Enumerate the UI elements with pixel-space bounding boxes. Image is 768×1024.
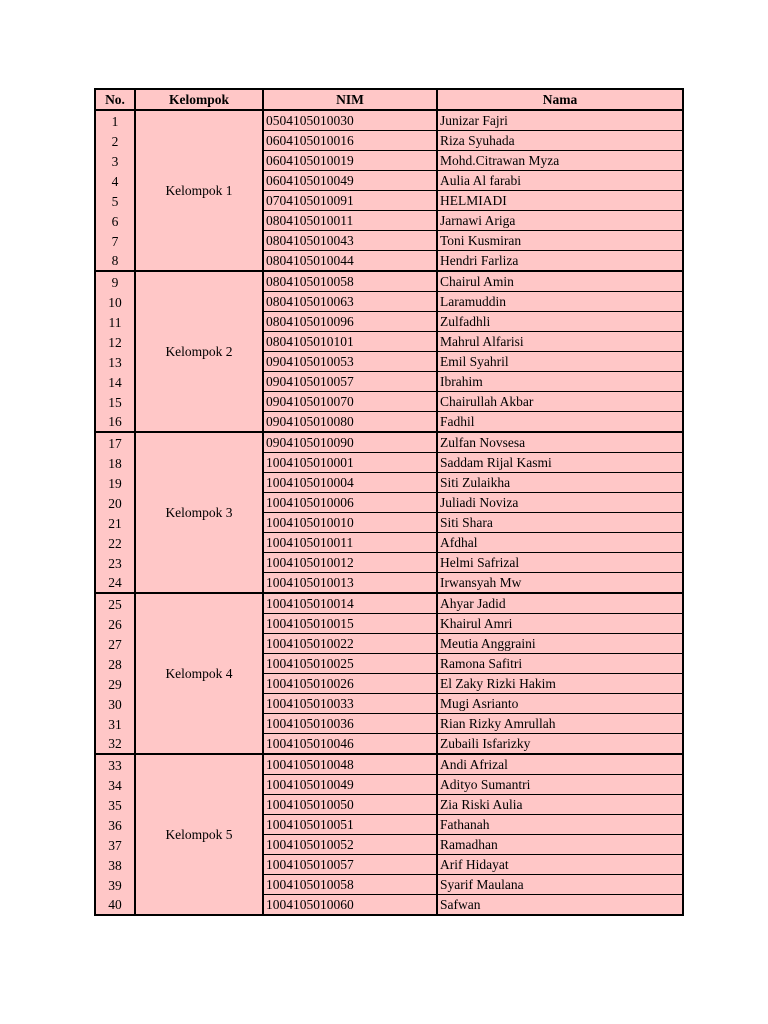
group-label: Kelompok 5 (136, 755, 264, 914)
row-number: 27 (96, 634, 136, 654)
row-number: 2 (96, 131, 136, 151)
group-label: Kelompok 3 (136, 433, 264, 594)
row-number: 28 (96, 654, 136, 674)
row-number: 8 (96, 251, 136, 272)
student-nim: 0504105010030 (264, 111, 438, 131)
student-nim: 1004105010025 (264, 654, 438, 674)
table-row (96, 594, 682, 614)
student-nim: 0904105010053 (264, 352, 438, 372)
row-number: 18 (96, 453, 136, 473)
header-kelompok: Kelompok (136, 90, 264, 111)
student-nim: 0804105010044 (264, 251, 438, 272)
row-number: 21 (96, 513, 136, 533)
row-number: 12 (96, 332, 136, 352)
student-nim: 0904105010070 (264, 392, 438, 412)
student-name: Zia Riski Aulia (438, 795, 682, 815)
student-name: Fadhil (438, 412, 682, 433)
student-name: Ibrahim (438, 372, 682, 392)
student-nim: 1004105010033 (264, 694, 438, 714)
student-name: Siti Shara (438, 513, 682, 533)
student-nim: 0804105010096 (264, 312, 438, 332)
student-nim: 1004105010001 (264, 453, 438, 473)
row-number: 9 (96, 272, 136, 292)
row-number: 37 (96, 835, 136, 855)
student-nim: 0604105010019 (264, 151, 438, 171)
student-name: Chairullah Akbar (438, 392, 682, 412)
student-name: Ramona Safitri (438, 654, 682, 674)
row-number: 20 (96, 493, 136, 513)
student-name: Riza Syuhada (438, 131, 682, 151)
student-name: HELMIADI (438, 191, 682, 211)
student-nim: 1004105010012 (264, 553, 438, 573)
row-number: 23 (96, 553, 136, 573)
row-number: 31 (96, 714, 136, 734)
row-number: 33 (96, 755, 136, 775)
student-name: Mugi Asrianto (438, 694, 682, 714)
student-nim: 1004105010014 (264, 594, 438, 614)
student-nim: 1004105010036 (264, 714, 438, 734)
student-name: Ahyar Jadid (438, 594, 682, 614)
student-nim: 1004105010011 (264, 533, 438, 553)
header-nama: Nama (438, 90, 682, 111)
row-number: 38 (96, 855, 136, 875)
row-number: 14 (96, 372, 136, 392)
group-label: Kelompok 2 (136, 272, 264, 433)
row-number: 35 (96, 795, 136, 815)
student-name: Zubaili Isfarizky (438, 734, 682, 755)
student-nim: 1004105010015 (264, 614, 438, 634)
student-name: Laramuddin (438, 292, 682, 312)
student-name: Zulfan Novsesa (438, 433, 682, 453)
row-number: 10 (96, 292, 136, 312)
row-number: 13 (96, 352, 136, 372)
student-name: Hendri Farliza (438, 251, 682, 272)
student-name: Andi Afrizal (438, 755, 682, 775)
student-name: Emil Syahril (438, 352, 682, 372)
table-header-row (96, 90, 682, 111)
student-name: Irwansyah Mw (438, 573, 682, 594)
student-nim: 1004105010050 (264, 795, 438, 815)
student-name: Chairul Amin (438, 272, 682, 292)
student-group-table (94, 88, 684, 916)
group-label: Kelompok 4 (136, 594, 264, 755)
student-name: Meutia Anggraini (438, 634, 682, 654)
row-number: 15 (96, 392, 136, 412)
student-nim: 1004105010057 (264, 855, 438, 875)
row-number: 17 (96, 433, 136, 453)
row-number: 19 (96, 473, 136, 493)
student-name: Saddam Rijal Kasmi (438, 453, 682, 473)
student-nim: 0804105010011 (264, 211, 438, 231)
student-nim: 1004105010022 (264, 634, 438, 654)
student-nim: 1004105010048 (264, 755, 438, 775)
student-name: Aulia Al farabi (438, 171, 682, 191)
student-name: Siti Zulaikha (438, 473, 682, 493)
row-number: 3 (96, 151, 136, 171)
row-number: 32 (96, 734, 136, 755)
student-name: Khairul Amri (438, 614, 682, 634)
student-name: Mahrul Alfarisi (438, 332, 682, 352)
student-nim: 1004105010049 (264, 775, 438, 795)
row-number: 7 (96, 231, 136, 251)
student-name: Zulfadhli (438, 312, 682, 332)
row-number: 29 (96, 674, 136, 694)
row-number: 4 (96, 171, 136, 191)
row-number: 26 (96, 614, 136, 634)
student-nim: 0904105010090 (264, 433, 438, 453)
row-number: 40 (96, 895, 136, 914)
student-nim: 1004105010026 (264, 674, 438, 694)
student-name: Mohd.Citrawan Myza (438, 151, 682, 171)
student-nim: 1004105010052 (264, 835, 438, 855)
row-number: 39 (96, 875, 136, 895)
row-number: 25 (96, 594, 136, 614)
row-number: 36 (96, 815, 136, 835)
row-number: 30 (96, 694, 136, 714)
header-no: No. (96, 90, 136, 111)
student-nim: 0804105010043 (264, 231, 438, 251)
student-nim: 0904105010057 (264, 372, 438, 392)
table-row (96, 433, 682, 453)
student-name: Adityo Sumantri (438, 775, 682, 795)
student-name: Afdhal (438, 533, 682, 553)
row-number: 24 (96, 573, 136, 594)
student-name: Jarnawi Ariga (438, 211, 682, 231)
student-name: Junizar Fajri (438, 111, 682, 131)
student-nim: 1004105010046 (264, 734, 438, 755)
student-nim: 0604105010049 (264, 171, 438, 191)
student-name: Arif Hidayat (438, 855, 682, 875)
student-nim: 0804105010063 (264, 292, 438, 312)
table-row (96, 111, 682, 131)
student-name: Ramadhan (438, 835, 682, 855)
student-name: Toni Kusmiran (438, 231, 682, 251)
student-name: El Zaky Rizki Hakim (438, 674, 682, 694)
row-number: 1 (96, 111, 136, 131)
student-nim: 1004105010051 (264, 815, 438, 835)
student-name: Safwan (440, 897, 481, 913)
student-nim: 0904105010080 (264, 412, 438, 433)
student-name: Fathanah (438, 815, 682, 835)
student-nim: 1004105010013 (264, 573, 438, 594)
row-number: 16 (96, 412, 136, 433)
student-nim: 0704105010091 (264, 191, 438, 211)
table-body (96, 111, 682, 914)
student-nim: 1004105010004 (264, 473, 438, 493)
student-name: Juliadi Noviza (438, 493, 682, 513)
row-number: 22 (96, 533, 136, 553)
table-row (96, 272, 682, 292)
row-number: 5 (96, 191, 136, 211)
student-name: Rian Rizky Amrullah (438, 714, 682, 734)
header-nim: NIM (264, 90, 438, 111)
student-nim: 1004105010060 (264, 895, 438, 914)
student-nim: 1004105010006 (264, 493, 438, 513)
student-name: Helmi Safrizal (438, 553, 682, 573)
row-number: 34 (96, 775, 136, 795)
table-row (96, 755, 682, 775)
student-nim: 0804105010058 (264, 272, 438, 292)
group-label: Kelompok 1 (136, 111, 264, 272)
student-nim: 1004105010010 (264, 513, 438, 533)
student-nim: 1004105010058 (264, 875, 438, 895)
row-number: 6 (96, 211, 136, 231)
student-name: Syarif Maulana (438, 875, 682, 895)
student-nim: 0804105010101 (264, 332, 438, 352)
student-nim: 0604105010016 (264, 131, 438, 151)
row-number: 11 (96, 312, 136, 332)
